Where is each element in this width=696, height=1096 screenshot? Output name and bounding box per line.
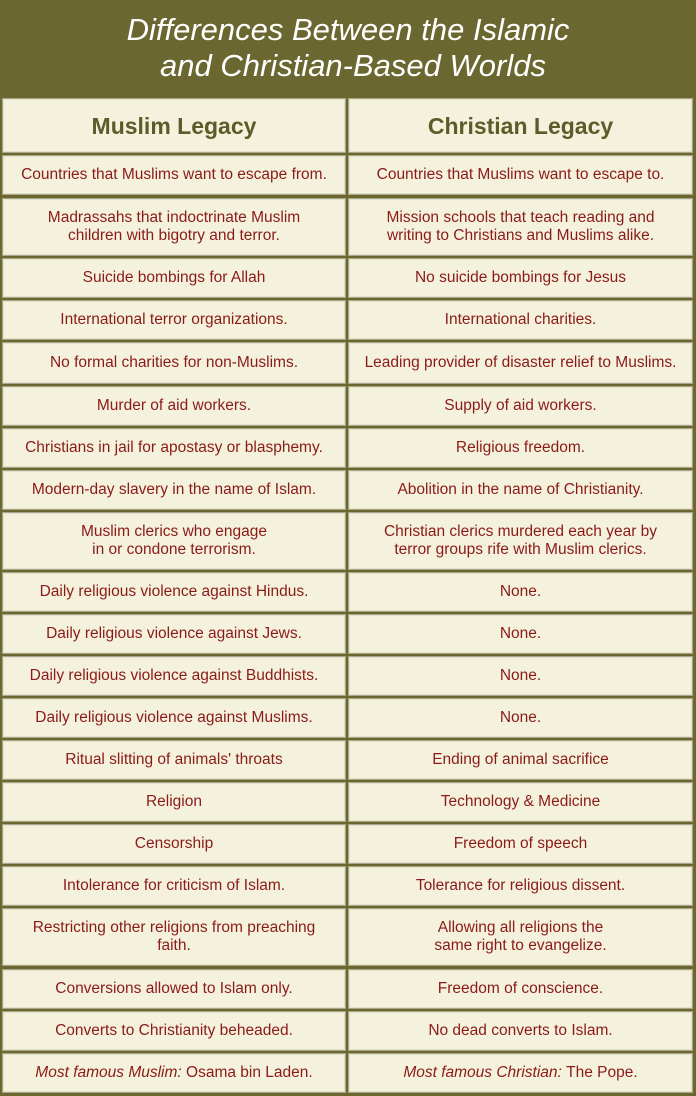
- table-cell-right: None.: [348, 656, 693, 696]
- label-most-famous-christian: Most famous Christian:: [403, 1064, 562, 1081]
- table-cell-right: Freedom of speech: [348, 824, 693, 864]
- title-line-2: and Christian-Based Worlds: [160, 48, 546, 83]
- table-cell-right: None.: [348, 698, 693, 738]
- table-cell-right: Freedom of conscience.: [348, 969, 693, 1009]
- header-christian-legacy: Christian Legacy: [348, 98, 693, 153]
- table-cell-left: Censorship: [2, 824, 346, 864]
- table-cell-right: No suicide bombings for Jesus: [348, 258, 693, 298]
- table-cell-left: Conversions allowed to Islam only.: [2, 969, 346, 1009]
- table-cell-left: Modern-day slavery in the name of Islam.: [2, 470, 346, 510]
- table-cell-most-famous-christian: [348, 1053, 693, 1093]
- table-cell-left: Intolerance for criticism of Islam.: [2, 866, 346, 906]
- header-muslim-legacy: Muslim Legacy: [2, 98, 346, 153]
- table-cell-left: Daily religious violence against Buddhists.: [2, 656, 346, 696]
- table-cell-left: Daily religious violence against Muslims.: [2, 698, 346, 738]
- value-most-famous-christian: The Pope.: [566, 1064, 638, 1081]
- table-cell-right: No dead converts to Islam.: [348, 1011, 693, 1051]
- table-cell-left: Muslim clerics who engage in or condone terrorism.: [2, 512, 346, 570]
- title-line-1: Differences Between the Islamic: [126, 12, 570, 47]
- table-cell-most-famous-muslim: [2, 1053, 346, 1093]
- table-cell-right: Religious freedom.: [348, 428, 693, 468]
- table-cell-right: Abolition in the name of Christianity.: [348, 470, 693, 510]
- value-most-famous-muslim: Osama bin Laden.: [186, 1064, 313, 1081]
- table-cell-left: No formal charities for non-Muslims.: [2, 342, 346, 384]
- table-cell-right: Ending of animal sacrifice: [348, 740, 693, 780]
- table-cell-right: Leading provider of disaster relief to Muslims.: [348, 342, 693, 384]
- table-cell-left: Daily religious violence against Jews.: [2, 614, 346, 654]
- table-cell-left: Madrassahs that indoctrinate Muslim children with bigotry and terror.: [2, 198, 346, 256]
- table-cell-left: Converts to Christianity beheaded.: [2, 1011, 346, 1051]
- table-cell-left: Suicide bombings for Allah: [2, 258, 346, 298]
- table-cell-right: Supply of aid workers.: [348, 386, 693, 426]
- table-cell-right: Tolerance for religious dissent.: [348, 866, 693, 906]
- table-cell-right: None.: [348, 572, 693, 612]
- table-cell-right: Countries that Muslims want to escape to.: [348, 155, 693, 195]
- table-cell-right: Christian clerics murdered each year by terror groups rife with Muslim clerics.: [348, 512, 693, 570]
- table-cell-left: International terror organizations.: [2, 300, 346, 340]
- table-cell-left: Ritual slitting of animals' throats: [2, 740, 346, 780]
- table-cell-right: Mission schools that teach reading and writing to Christians and Muslims alike.: [348, 198, 693, 256]
- table-cell-left: Countries that Muslims want to escape from.: [2, 155, 346, 195]
- table-cell-right: International charities.: [348, 300, 693, 340]
- table-cell-right: Technology & Medicine: [348, 782, 693, 822]
- page-title: [0, 0, 696, 96]
- table-cell-left: Murder of aid workers.: [2, 386, 346, 426]
- table-cell-left: Restricting other religions from preaching faith.: [2, 908, 346, 966]
- table-cell-left: Religion: [2, 782, 346, 822]
- table-cell-right: Allowing all religions the same right to evangelize.: [348, 908, 693, 966]
- table-cell-left: Daily religious violence against Hindus.: [2, 572, 346, 612]
- table-cell-left: Christians in jail for apostasy or blasphemy.: [2, 428, 346, 468]
- label-most-famous-muslim: Most famous Muslim:: [35, 1064, 182, 1081]
- table-cell-right: None.: [348, 614, 693, 654]
